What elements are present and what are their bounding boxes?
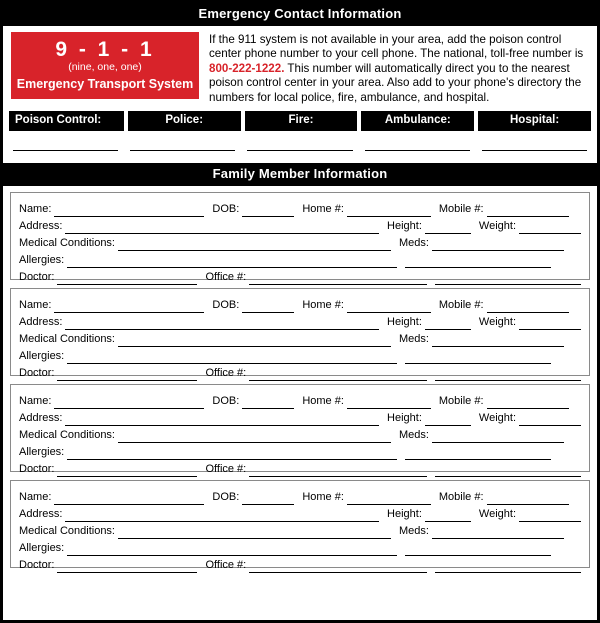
field-weight[interactable] — [519, 317, 581, 330]
label-weight: Weight: — [478, 508, 516, 521]
field-dob[interactable] — [242, 396, 294, 409]
field-meds[interactable] — [432, 334, 564, 347]
emergency-intro-row — [3, 26, 597, 109]
field-name[interactable] — [54, 396, 204, 409]
label-home: Home #: — [302, 395, 344, 408]
member-row-medical — [19, 426, 581, 443]
contact-line-fire[interactable] — [247, 149, 352, 151]
family-section-header: Family Member Information — [3, 163, 597, 186]
field-allergies-extra[interactable] — [405, 351, 551, 364]
label-allergies: Allergies: — [19, 446, 65, 459]
label-address: Address: — [19, 508, 63, 521]
emergency-paragraph-part2: This number will automatically direct you to the nearest poison control center in your area. Also add to your phone's directory the numbers for local police, fire, ambulance, and hospital. — [209, 61, 582, 104]
label-doctor: Doctor: — [19, 271, 55, 284]
field-mobile[interactable] — [487, 492, 569, 505]
label-weight: Weight: — [478, 220, 516, 233]
label-dob: DOB: — [212, 395, 240, 408]
member-row-name — [19, 200, 581, 217]
contact-label-ambulance: Ambulance: — [361, 111, 474, 131]
poison-control-phone: 800-222-1222. — [209, 61, 285, 75]
field-height[interactable] — [425, 317, 471, 330]
field-address[interactable] — [65, 413, 379, 426]
member-row-doctor — [19, 556, 581, 573]
field-office[interactable] — [249, 272, 427, 285]
contact-line-poison-control[interactable] — [13, 149, 118, 151]
contact-line-ambulance[interactable] — [365, 149, 470, 151]
field-office-extra[interactable] — [435, 368, 581, 381]
field-name[interactable] — [54, 492, 204, 505]
label-name: Name: — [19, 395, 52, 408]
field-weight[interactable] — [519, 413, 581, 426]
field-allergies[interactable] — [67, 351, 397, 364]
label-home: Home #: — [302, 491, 344, 504]
label-mobile: Mobile #: — [438, 395, 484, 408]
field-office-extra[interactable] — [435, 272, 581, 285]
label-medical-conditions: Medical Conditions: — [19, 525, 115, 538]
family-member-card — [10, 480, 590, 572]
field-doctor[interactable] — [57, 272, 197, 285]
emergency-contact-write-lines — [3, 149, 597, 151]
field-mobile[interactable] — [487, 300, 569, 313]
field-home[interactable] — [347, 300, 431, 313]
member-row-name — [19, 296, 581, 313]
label-meds: Meds: — [399, 429, 429, 442]
field-dob[interactable] — [242, 300, 294, 313]
contact-label-fire: Fire: — [245, 111, 358, 131]
contact-label-police: Police: — [128, 111, 241, 131]
911-badge — [11, 32, 199, 99]
family-members-list — [3, 186, 597, 572]
label-weight: Weight: — [478, 316, 516, 329]
field-name[interactable] — [54, 300, 204, 313]
member-row-address — [19, 409, 581, 426]
member-row-allergies — [19, 539, 581, 556]
field-height[interactable] — [425, 221, 471, 234]
label-meds: Meds: — [399, 525, 429, 538]
field-allergies-extra[interactable] — [405, 255, 551, 268]
label-mobile: Mobile #: — [438, 203, 484, 216]
field-address[interactable] — [65, 221, 379, 234]
label-medical-conditions: Medical Conditions: — [19, 429, 115, 442]
field-dob[interactable] — [242, 204, 294, 217]
label-weight: Weight: — [478, 412, 516, 425]
label-dob: DOB: — [212, 203, 240, 216]
field-address[interactable] — [65, 317, 379, 330]
field-weight[interactable] — [519, 221, 581, 234]
label-mobile: Mobile #: — [438, 491, 484, 504]
field-meds[interactable] — [432, 526, 564, 539]
label-height: Height: — [387, 412, 422, 425]
member-row-allergies — [19, 347, 581, 364]
field-address[interactable] — [65, 509, 379, 522]
member-row-doctor — [19, 268, 581, 285]
member-row-address — [19, 505, 581, 522]
field-medical-conditions[interactable] — [118, 238, 391, 251]
family-member-card — [10, 288, 590, 380]
field-office-extra[interactable] — [435, 464, 581, 477]
member-row-allergies — [19, 443, 581, 460]
field-allergies-extra[interactable] — [405, 543, 551, 556]
field-meds[interactable] — [432, 238, 564, 251]
label-name: Name: — [19, 203, 52, 216]
field-doctor[interactable] — [57, 464, 197, 477]
label-medical-conditions: Medical Conditions: — [19, 333, 115, 346]
label-home: Home #: — [302, 299, 344, 312]
field-allergies-extra[interactable] — [405, 447, 551, 460]
label-height: Height: — [387, 316, 422, 329]
911-number: 9 - 1 - 1 — [55, 38, 155, 61]
label-height: Height: — [387, 220, 422, 233]
label-dob: DOB: — [212, 491, 240, 504]
member-row-address — [19, 313, 581, 330]
contact-line-hospital[interactable] — [482, 149, 587, 151]
field-allergies[interactable] — [67, 255, 397, 268]
emergency-transport-system-label: Emergency Transport System — [16, 77, 194, 91]
field-office[interactable] — [249, 368, 427, 381]
label-medical-conditions: Medical Conditions: — [19, 237, 115, 250]
field-home[interactable] — [347, 492, 431, 505]
label-office: Office #: — [205, 367, 247, 380]
label-address: Address: — [19, 316, 63, 329]
field-height[interactable] — [425, 509, 471, 522]
label-dob: DOB: — [212, 299, 240, 312]
emergency-section-header: Emergency Contact Information — [3, 3, 597, 26]
field-office[interactable] — [249, 560, 427, 573]
label-office: Office #: — [205, 559, 247, 572]
label-doctor: Doctor: — [19, 559, 55, 572]
field-allergies[interactable] — [67, 543, 397, 556]
field-doctor[interactable] — [57, 560, 197, 573]
family-member-card — [10, 192, 590, 284]
label-name: Name: — [19, 299, 52, 312]
field-doctor[interactable] — [57, 368, 197, 381]
label-office: Office #: — [205, 271, 247, 284]
contact-label-hospital: Hospital: — [478, 111, 591, 131]
family-member-card — [10, 384, 590, 476]
field-mobile[interactable] — [487, 396, 569, 409]
field-medical-conditions[interactable] — [118, 526, 391, 539]
emergency-contact-labels — [3, 109, 597, 131]
member-row-doctor — [19, 460, 581, 477]
label-home: Home #: — [302, 203, 344, 216]
field-medical-conditions[interactable] — [118, 334, 391, 347]
label-doctor: Doctor: — [19, 463, 55, 476]
label-meds: Meds: — [399, 333, 429, 346]
field-home[interactable] — [347, 396, 431, 409]
member-row-name — [19, 392, 581, 409]
member-row-allergies — [19, 251, 581, 268]
member-row-medical — [19, 330, 581, 347]
label-allergies: Allergies: — [19, 350, 65, 363]
field-home[interactable] — [347, 204, 431, 217]
emergency-paragraph — [209, 32, 589, 105]
field-name[interactable] — [54, 204, 204, 217]
label-mobile: Mobile #: — [438, 299, 484, 312]
label-name: Name: — [19, 491, 52, 504]
label-address: Address: — [19, 220, 63, 233]
field-office-extra[interactable] — [435, 560, 581, 573]
field-dob[interactable] — [242, 492, 294, 505]
label-doctor: Doctor: — [19, 367, 55, 380]
label-allergies: Allergies: — [19, 254, 65, 267]
911-spelled: (nine, one, one) — [68, 61, 142, 73]
field-meds[interactable] — [432, 430, 564, 443]
field-mobile[interactable] — [487, 204, 569, 217]
member-row-address — [19, 217, 581, 234]
field-medical-conditions[interactable] — [118, 430, 391, 443]
label-allergies: Allergies: — [19, 542, 65, 555]
label-height: Height: — [387, 508, 422, 521]
field-allergies[interactable] — [67, 447, 397, 460]
member-row-medical — [19, 522, 581, 539]
field-office[interactable] — [249, 464, 427, 477]
member-row-medical — [19, 234, 581, 251]
field-weight[interactable] — [519, 509, 581, 522]
label-meds: Meds: — [399, 237, 429, 250]
field-height[interactable] — [425, 413, 471, 426]
label-address: Address: — [19, 412, 63, 425]
member-row-doctor — [19, 364, 581, 381]
emergency-paragraph-part1: If the 911 system is not available in your area, add the poison control center phone number to your cell phone. The national, toll-free number is — [209, 33, 584, 61]
contact-label-poison-control: Poison Control: — [9, 111, 124, 131]
label-office: Office #: — [205, 463, 247, 476]
member-row-name — [19, 488, 581, 505]
contact-line-police[interactable] — [130, 149, 235, 151]
